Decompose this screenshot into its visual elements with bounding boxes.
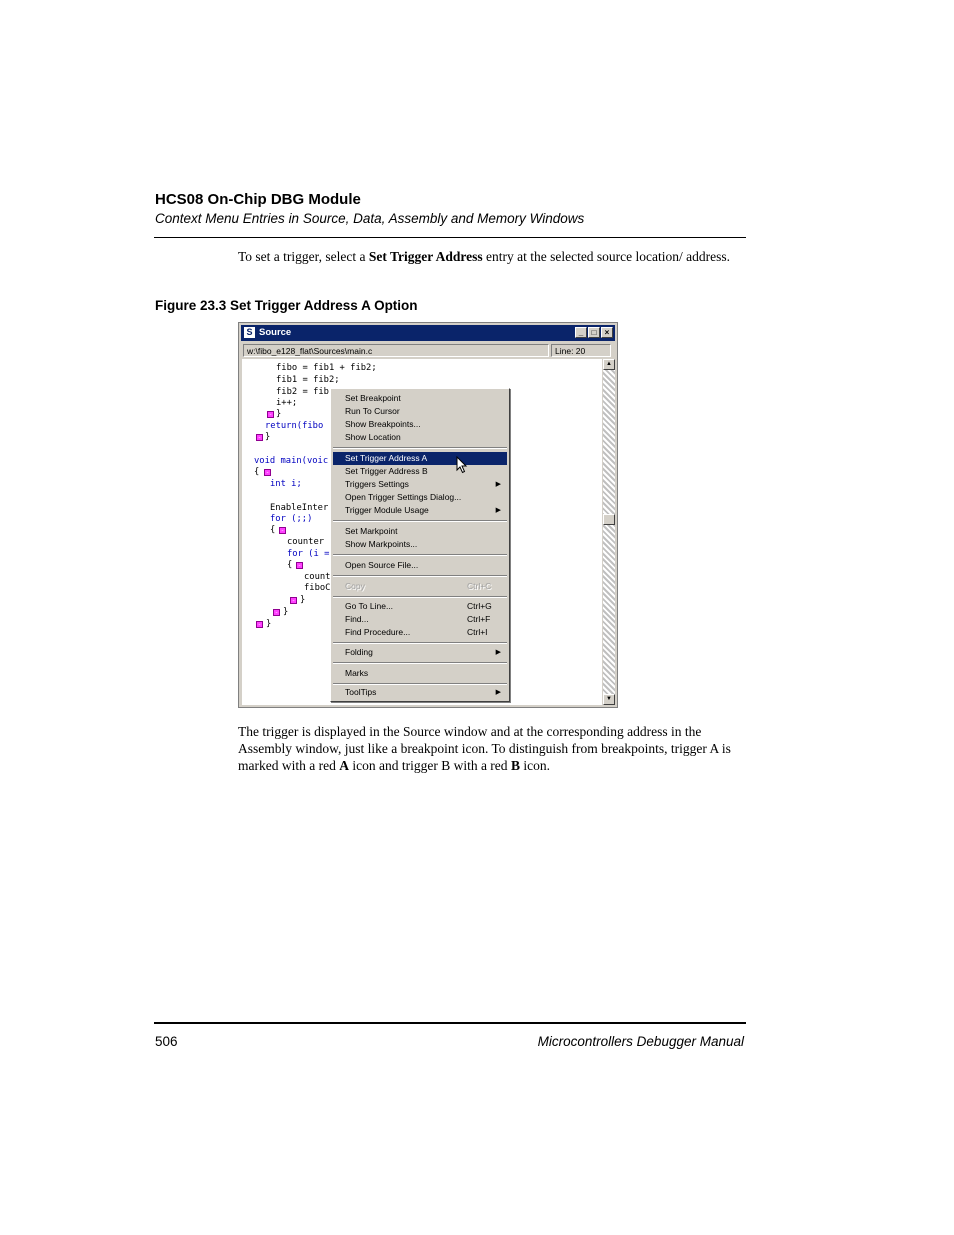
close-button[interactable]: × [601,327,613,338]
code-line: } [265,432,271,442]
vertical-scrollbar[interactable] [603,359,615,705]
code-line: void main(voic [254,456,329,466]
menu-item-shortcut: Ctrl+C [467,581,492,591]
fold-marker-icon[interactable]: - [273,609,280,616]
fold-marker-icon[interactable]: - [267,411,274,418]
menu-item-go-to-line[interactable] [333,600,507,613]
menu-item-set-trigger-address-b[interactable] [333,465,507,478]
menu-item-label: Copy [345,581,365,591]
closing-text: The trigger is displayed in the Source window and at the corresponding address in the Assembly window, just like a breakpoint icon. To distinguish from breakpoints, trigger A is marked with a red [238,724,731,773]
menu-item-find[interactable] [333,613,507,626]
menu-item-label: Trigger Module Usage [345,505,429,515]
code-line: { [254,467,260,477]
menu-item-label: Marks [345,668,369,678]
menu-item-shortcut: Ctrl+G [467,601,492,611]
fold-marker-icon[interactable]: - [256,434,263,441]
code-line: } [276,409,282,419]
menu-item-trigger-module-usage[interactable] [333,504,507,517]
menu-item-run-to-cursor[interactable] [333,405,507,418]
menu-separator [333,554,507,556]
menu-item-label: Show Markpoints... [345,539,418,549]
scroll-down-icon[interactable]: ▼ [603,694,615,705]
menu-item-tooltips[interactable] [333,686,507,699]
fold-marker-icon[interactable]: - [264,469,271,476]
closing-paragraph [238,723,746,774]
menu-item-label: Go To Line... [345,601,394,611]
menu-item-label: Run To Cursor [345,406,400,416]
file-path-field: w:\fibo_e128_flat\Sources\main.c [243,344,549,357]
menu-item-set-trigger-address-a[interactable] [333,452,507,465]
menu-item-label: Set Trigger Address B [345,466,428,476]
code-line: fib1 = fib2; [276,375,340,385]
menu-separator [333,575,507,577]
closing-text: icon. [519,758,550,773]
menu-item-open-source-file[interactable] [333,559,507,572]
intro-bold: Set Trigger Address [368,249,483,264]
menu-item-label: Set Markpoint [345,526,398,536]
page-number: 506 [155,1034,178,1049]
figure-caption: Figure 23.3 Set Trigger Address A Option [155,298,418,313]
header-rule [154,237,746,238]
menu-item-open-trigger-settings-dialog[interactable] [333,491,507,504]
menu-separator [333,596,507,598]
menu-item-label: Open Source File... [345,560,419,570]
code-line: counter [287,537,325,547]
code-line: } [300,595,306,605]
menu-separator [333,662,507,664]
fold-marker-icon[interactable]: - [290,597,297,604]
menu-item-label: Show Breakpoints... [345,419,421,429]
intro-text-end: entry at the selected source location/ address. [482,249,731,264]
intro-paragraph [238,248,746,265]
page-header-title: HCS08 On-Chip DBG Module [155,191,361,208]
title-bar[interactable] [241,325,615,341]
fold-marker-icon[interactable]: - [256,621,263,628]
menu-item-label: Triggers Settings [345,479,409,489]
page-header-subtitle: Context Menu Entries in Source, Data, Assembly and Memory Windows [155,211,585,226]
menu-item-label: Show Location [345,432,401,442]
menu-item-marks[interactable] [333,667,507,680]
code-line: fiboC [304,583,331,593]
menu-item-label: Set Trigger Address A [345,453,428,463]
menu-item-label: ToolTips [345,687,377,697]
line-number-field: Line: 20 [551,344,611,357]
menu-item-triggers-settings[interactable] [333,478,507,491]
fold-marker-icon[interactable]: - [296,562,303,569]
closing-text: icon and trigger B with a red [348,758,511,773]
intro-text: To set a trigger, select a [238,249,369,264]
menu-item-label: Set Breakpoint [345,393,401,403]
code-line: int i; [270,479,302,489]
closing-bold-b: B [510,758,520,773]
menu-separator [333,447,507,449]
code-line: for (i = [287,549,330,559]
submenu-arrow-icon: ▶ [495,481,501,488]
source-window-icon: S [244,327,255,338]
menu-item-label: Folding [345,647,373,657]
fold-marker-icon[interactable]: - [279,527,286,534]
menu-separator [333,520,507,522]
scroll-thumb[interactable] [603,514,615,525]
menu-separator [333,642,507,644]
menu-item-shortcut: Ctrl+F [467,614,491,624]
menu-item-shortcut: Ctrl+I [467,627,488,637]
code-line: for (;;) [270,514,313,524]
menu-item-label: Find... [345,614,369,624]
menu-item-show-location[interactable] [333,431,507,444]
scroll-up-icon[interactable]: ▲ [603,359,615,370]
code-line: } [266,619,272,629]
code-line: fibo = fib1 + fib2; [276,363,377,373]
menu-separator [333,683,507,685]
menu-item-find-procedure[interactable] [333,626,507,639]
code-line: i++; [276,398,298,408]
context-menu [330,388,510,702]
closing-bold-a: A [339,758,349,773]
code-line: count [304,572,331,582]
menu-item-set-markpoint[interactable] [333,525,507,538]
code-line: { [270,525,276,535]
code-line: EnableInter [270,503,329,513]
manual-title: Microcontrollers Debugger Manual [537,1034,744,1049]
menu-item-label: Find Procedure... [345,627,411,637]
menu-item-show-breakpoints[interactable] [333,418,507,431]
code-line: } [283,607,289,617]
menu-item-set-breakpoint[interactable] [333,392,507,405]
submenu-arrow-icon: ▶ [495,689,501,696]
maximize-button[interactable]: □ [588,327,600,338]
code-line: { [287,560,293,570]
submenu-arrow-icon: ▶ [495,649,501,656]
menu-item-copy [333,580,507,593]
footer-rule [154,1022,746,1024]
code-line: fib2 = fib [276,387,329,397]
menu-item-show-markpoints[interactable] [333,538,507,551]
minimize-button[interactable]: _ [575,327,587,338]
menu-item-folding[interactable] [333,646,507,659]
submenu-arrow-icon: ▶ [495,507,501,514]
code-line: return(fibo [265,421,324,431]
menu-item-label: Open Trigger Settings Dialog... [345,492,462,502]
window-title: Source [259,327,292,338]
mouse-pointer-icon [456,456,468,474]
